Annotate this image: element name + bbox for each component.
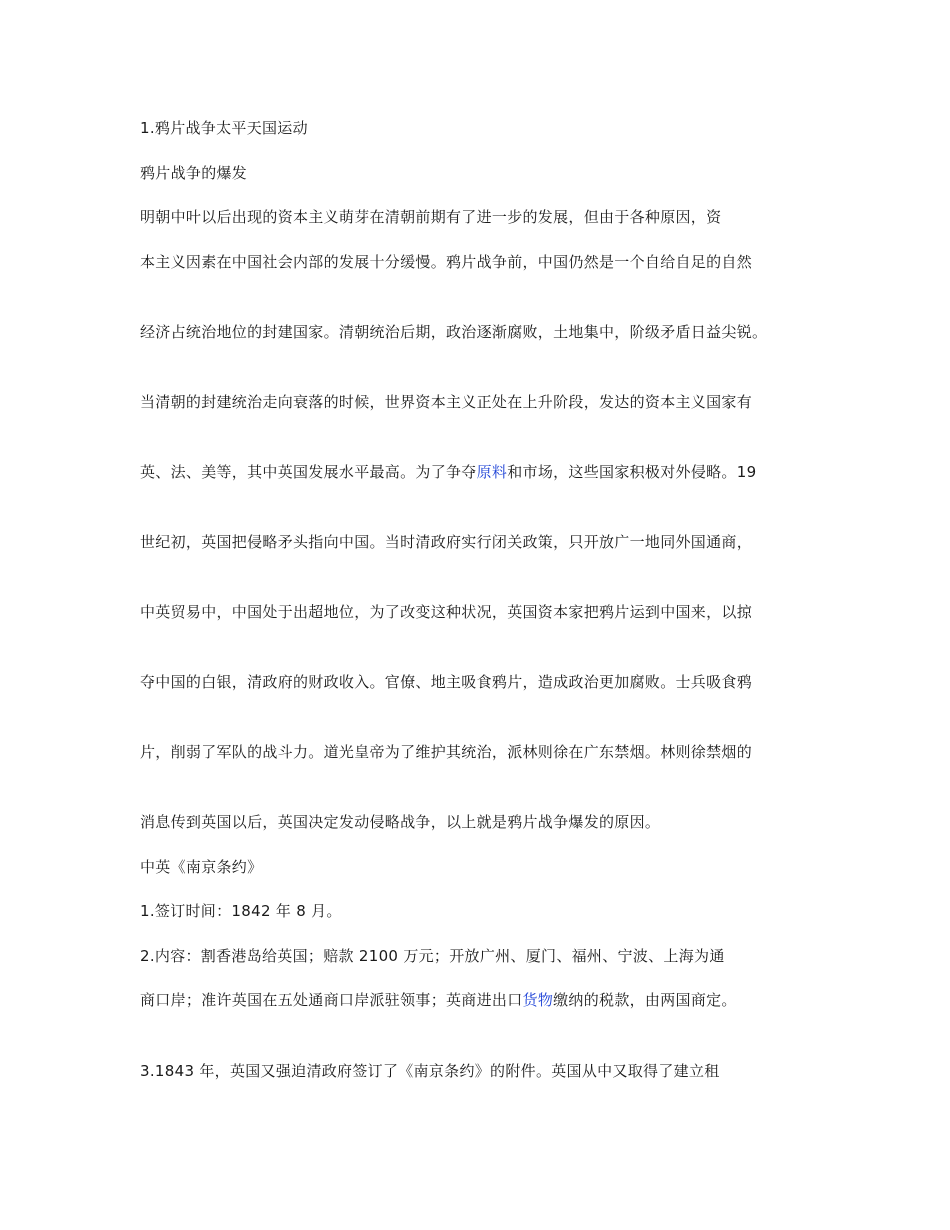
section-title: 鸦片战争的爆发: [140, 164, 248, 182]
list-item: 2.内容：割香港岛给英国；赔款 2100 万元；开放广州、厦门、福州、宁波、上海为通: [140, 947, 725, 965]
list-item: 3.1843 年，英国又强迫清政府签订了《南京条约》的附件。英国从中又取得了建立租: [140, 1062, 720, 1080]
paragraph-line: 片，削弱了军队的战斗力。道光皇帝为了维护其统治，派林则徐在广东禁烟。林则徐禁烟的: [140, 743, 753, 761]
paragraph-line: 中英贸易中，中国处于出超地位，为了改变这种状况，英国资本家把鸦片运到中国来，以掠: [140, 603, 753, 621]
treaty-title: 中英《南京条约》: [140, 858, 263, 876]
text-segment: 和市场，这些国家积极对外侵略。19: [507, 463, 757, 481]
paragraph-line: [140, 460, 820, 484]
text-segment: 英、法、美等，其中英国发展水平最高。为了争夺: [140, 463, 477, 481]
paragraph-line: 消息传到英国以后，英国决定发动侵略战争，以上就是鸦片战争爆发的原因。: [140, 813, 661, 831]
paragraph-line: 夺中国的白银，清政府的财政收入。官僚、地主吸食鸦片，造成政治更加腐败。士兵吸食鸦: [140, 673, 753, 691]
text-segment: 商口岸；准许英国在五处通商口岸派驻领事；英商进出口: [140, 991, 523, 1009]
list-item-continued: [140, 988, 820, 1012]
paragraph-line: 本主义因素在中国社会内部的发展十分缓慢。鸦片战争前，中国仍然是一个自给自足的自然: [140, 253, 753, 271]
list-item: 1.签订时间：1842 年 8 月。: [140, 902, 342, 920]
goods-link[interactable]: 货物: [522, 991, 554, 1009]
text-segment: 缴纳的税款，由两国商定。: [553, 991, 737, 1009]
paragraph-line: 世纪初，英国把侵略矛头指向中国。当时清政府实行闭关政策，只开放广一地同外国通商，: [140, 533, 753, 551]
document-heading: 1.鸦片战争太平天国运动: [140, 119, 308, 137]
paragraph-line: 明朝中叶以后出现的资本主义萌芽在清朝前期有了进一步的发展，但由于各种原因，资: [140, 208, 722, 226]
paragraph-line: 经济占统治地位的封建国家。清朝统治后期，政治逐渐腐败，土地集中，阶级矛盾日益尖锐。: [140, 323, 768, 341]
raw-material-link[interactable]: 原料: [476, 463, 508, 481]
paragraph-line: 当清朝的封建统治走向衰落的时候，世界资本主义正处在上升阶段，发达的资本主义国家有: [140, 393, 753, 411]
